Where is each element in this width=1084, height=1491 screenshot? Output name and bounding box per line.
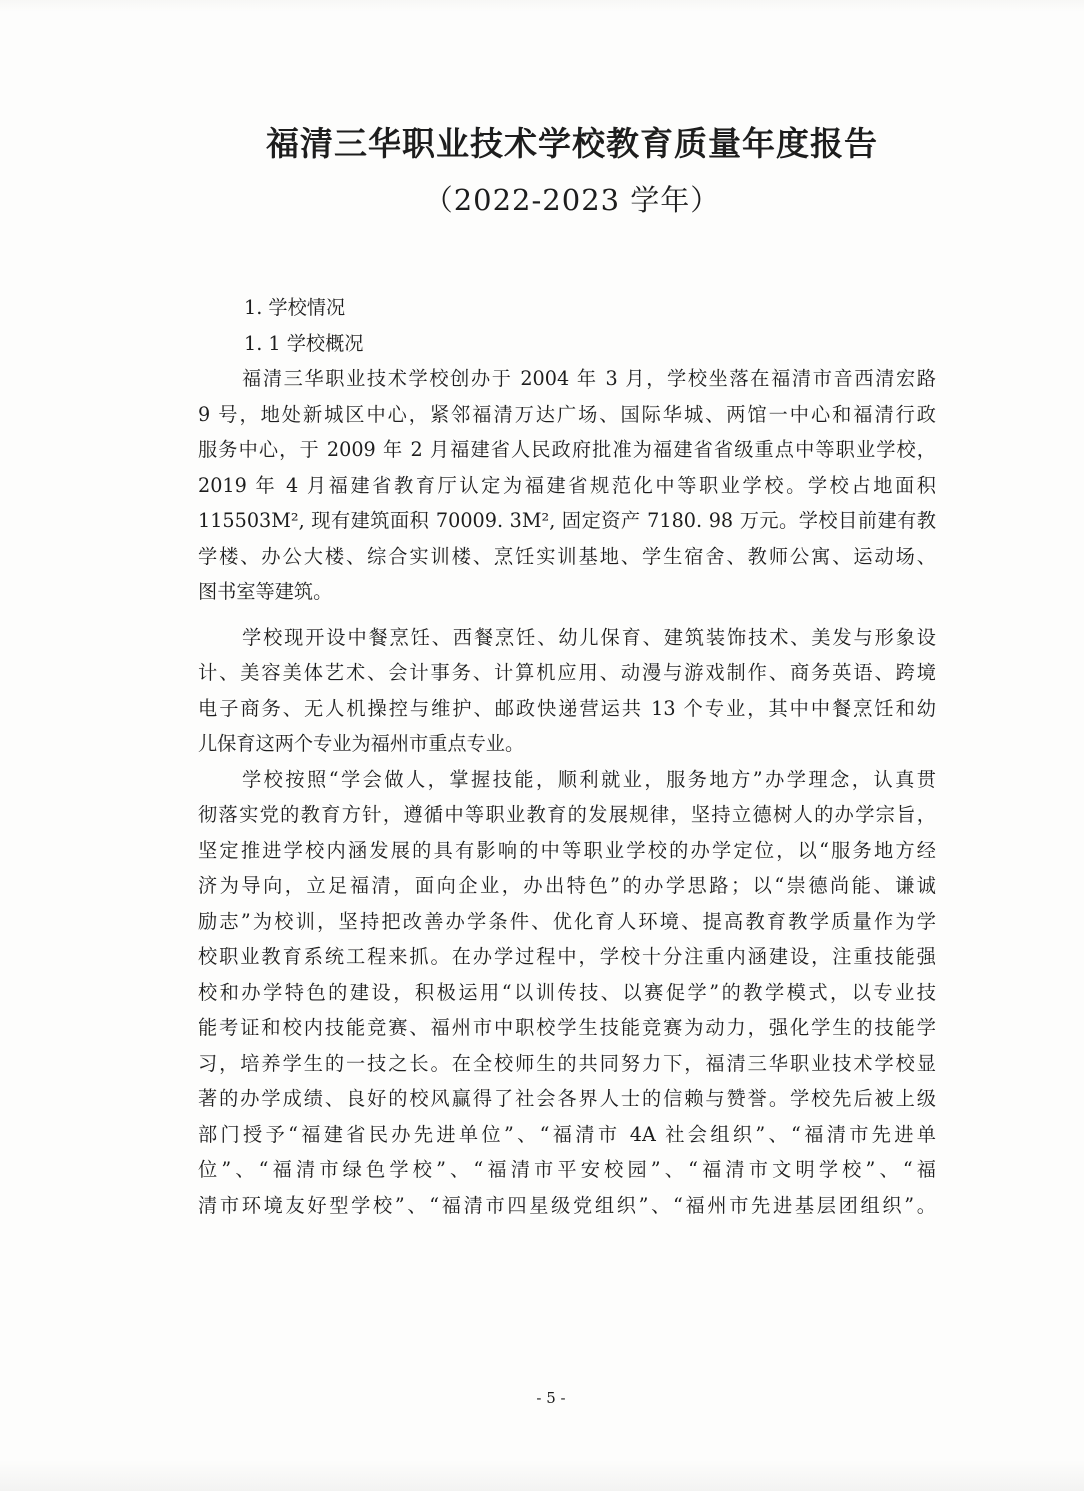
paragraph-line: 励志”为校训，坚持把改善办学条件、优化育人环境、提高教育教学质量作为学 (198, 909, 936, 933)
paragraph-overview (198, 361, 936, 610)
paragraph-line: 学楼、办公大楼、综合实训楼、烹饪实训基地、学生宿舍、教师公寓、运动场、 (198, 544, 936, 568)
paragraph-line: 能考证和校内技能竞赛、福州市中职校学生技能竞赛为动力，强化学生的技能学 (198, 1016, 936, 1039)
paragraph-line: 校和办学特色的建设，积极运用“以训传技、以赛促学”的教学模式，以专业技 (198, 980, 936, 1004)
section-heading: 1. 学校情况 (244, 296, 346, 319)
paragraph-line: 习，培养学生的一技之长。在全校师生的共同努力下，福清三华职业技术学校显 (198, 1051, 936, 1075)
paragraph-line: 学校按照“学会做人，掌握技能，顺利就业，服务地方”办学理念，认真贯 (242, 767, 936, 791)
paragraph-philosophy (198, 762, 936, 1224)
paragraph-line: 著的办学成绩、良好的校风赢得了社会各界人士的信赖与赞誉。学校先后被上级 (198, 1087, 936, 1110)
paragraph-line: 学校现开设中餐烹饪、西餐烹饪、幼儿保育、建筑装饰技术、美发与形象设 (242, 625, 936, 649)
paragraph-line: 儿保育这两个专业为福州市重点专业。 (198, 732, 525, 755)
paragraph-line: 115503M², 现有建筑面积 70009. 3M², 固定资产 7180. 98 万元。学校目前建有教 (198, 509, 936, 532)
paragraph-line: 清市环境友好型学校”、“福清市四星级党组织”、“福州市先进基层团组织”。 (198, 1193, 936, 1217)
paragraph-line: 计、美容美体艺术、会计事务、计算机应用、动漫与游戏制作、商务英语、跨境 (198, 661, 936, 684)
paragraph-line: 位”、“福清市绿色学校”、“福清市平安校园”、“福清市文明学校”、“福 (198, 1158, 936, 1181)
paragraph-majors (198, 620, 936, 762)
paragraph-line: 电子商务、无人机操控与维护、邮政快递营运共 13 个专业，其中中餐烹饪和幼 (198, 696, 936, 720)
paragraph-line: 福清三华职业技术学校创办于 2004 年 3 月，学校坐落在福清市音西清宏路 (242, 367, 936, 390)
paragraph-line: 服务中心，于 2009 年 2 月福建省人民政府批准为福建省省级重点中等职业学校， (198, 438, 936, 461)
paragraph-line: 坚定推进学校内涵发展的具有影响的中等职业学校的办学定位，以“服务地方经 (198, 838, 936, 862)
report-subtitle: （2022-2023 学年） (423, 183, 721, 217)
paragraph-line: 济为导向，立足福清，面向企业，办出特色”的办学思路；以“崇德尚能、谦诚 (198, 874, 936, 897)
report-title: 福清三华职业技术学校教育质量年度报告 (266, 124, 878, 163)
paragraph-line: 校职业教育系统工程来抓。在办学过程中，学校十分注重内涵建设，注重技能强 (198, 945, 936, 968)
paragraph-line: 彻落实党的教育方针，遵循中等职业教育的发展规律，坚持立德树人的办学宗旨， (198, 803, 936, 826)
paragraph-line: 9 号，地处新城区中心，紧邻福清万达广场、国际华城、两馆一中心和福清行政 (198, 402, 936, 426)
paragraph-line: 2019 年 4 月福建省教育厅认定为福建省规范化中等职业学校。学校占地面积 (198, 473, 936, 497)
paragraph-line: 图书室等建筑。 (198, 580, 333, 603)
page-number: - 5 - (536, 1389, 566, 1407)
document-body (198, 290, 936, 1223)
paragraph-line: 部门授予“福建省民办先进单位”、“福清市 4A 社会组织”、“福清市先进单 (198, 1122, 936, 1146)
subsection-heading: 1. 1 学校概况 (244, 331, 364, 355)
